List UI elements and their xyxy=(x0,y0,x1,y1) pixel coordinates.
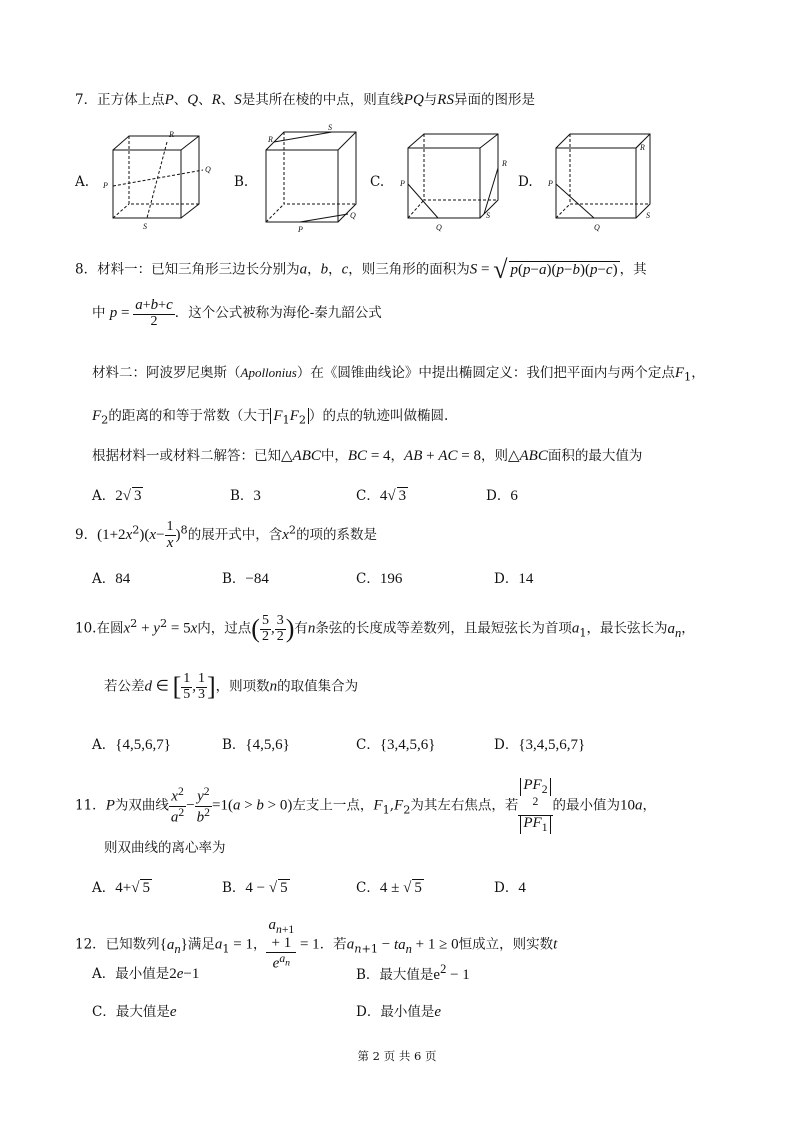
svg-text:R: R xyxy=(268,135,273,144)
q12-line1: 12．已知数列$\{a_n\}$满足$a_1 = 1$， $a_{n+1}$ + 1 $e^{a_n}$ = 1．若$a_{n+1} - ta_n + 1 \ge 0$恒成立，则实数t xyxy=(75,917,558,972)
q7-cube-a-figure xyxy=(95,128,220,233)
q10-line1: 10.在圆$x^2 + y^2 = 5x$内，过点( $\frac{5}{2}$ , $\frac{3}{2}$ )有n条弦的长度成等差数列，且最短弦长为首项$a_1$，最长弦长为$a_n$， xyxy=(75,613,695,644)
q8-option-b: B．3 xyxy=(230,488,261,504)
svg-text:S: S xyxy=(143,222,147,231)
q7-option-c-label: C. xyxy=(370,174,385,190)
q8-line2: 中 p = $\frac{a+b+c}{2}$ ．这个公式被称为海伦-秦九韶公式 xyxy=(92,297,382,329)
svg-text:P: P xyxy=(400,179,405,188)
q12-option-b: B．最大值是$e^2 - 1$ xyxy=(356,962,470,983)
q11-option-d: D．4 xyxy=(494,880,526,896)
svg-text:S: S xyxy=(646,211,650,220)
q7-cube-d-figure xyxy=(546,126,666,234)
q11-line1: 11．P为双曲线 $\frac{x^2}{a^2}$ − $\frac{y^2}{b^2}$ =1(a > b > 0)左支上一点，$F_1,F_2$为其左右焦点，若 $PF_2$ $^2$ $PF_1$ 的最小值为10a， xyxy=(75,777,657,835)
q7-stem: 7．正方体上点P、Q、R、S是其所在棱的中点，则直线PQ与RS异面的图形是 xyxy=(75,92,535,108)
q8-line3: 材料二：阿波罗尼奥斯（Apollonius）在《圆锥曲线论》中提出椭圆定义：我们把平面内与两个定点$F_1$， xyxy=(92,365,705,384)
q12-option-a: A．最小值是2e−1 xyxy=(92,966,200,982)
svg-text:R: R xyxy=(640,143,645,152)
q7-cube-c-figure xyxy=(398,126,513,234)
q11-option-c: C．4 ± √ 5 xyxy=(356,880,422,896)
q8-line1: 8．材料一：已知三角形三边长分别为a，b，c，则三角形的面积为S = √ p(p−a)(p−b)(p−c) ，其 xyxy=(75,255,647,284)
svg-text:P: P xyxy=(298,225,303,234)
q10-option-a: A．{4,5,6,7} xyxy=(92,737,171,753)
q9-option-c: C．196 xyxy=(356,571,403,587)
q8-line5: 根据材料一或材料二解答：已知△ABC中，BC = 4，AB + AC = 8，则△ABC面积的最大值为 xyxy=(92,448,643,464)
svg-text:Q: Q xyxy=(594,223,600,232)
q9-option-d: D．14 xyxy=(494,571,534,587)
svg-text:S: S xyxy=(486,211,490,220)
svg-text:R: R xyxy=(502,159,507,168)
q10-line2: 若公差d ∈ [ $\frac{1}{5}$ , $\frac{1}{3}$ ]，则项数n的取值集合为 xyxy=(104,671,359,702)
q9-option-a: A．84 xyxy=(92,571,131,587)
svg-text:Q: Q xyxy=(350,211,356,220)
q7-option-b-label: B. xyxy=(234,174,249,190)
svg-text:S: S xyxy=(328,123,332,132)
q7-cube-b-figure xyxy=(256,122,371,234)
q8-option-d: D．6 xyxy=(486,488,518,504)
svg-text:Q: Q xyxy=(436,223,442,232)
q9-stem: 9．$(1+2x^2)(x-$ $\frac{1}{x}$ )$^8$的展开式中，含$x^2$的项的系数是 xyxy=(75,519,378,551)
q7-option-a-label: A. xyxy=(75,174,90,190)
page-footer: 第 2 页 共 6 页 xyxy=(357,1049,437,1063)
q8-option-a: A．2√ 3 xyxy=(92,488,142,504)
q11-line2: 则双曲线的离心率为 xyxy=(104,840,226,856)
q10-option-d: D．{3,4,5,6,7} xyxy=(494,737,586,753)
q9-option-b: B．−84 xyxy=(222,571,269,587)
q12-option-c: C．最大值是e xyxy=(92,1004,177,1020)
q10-option-b: B．{4,5,6} xyxy=(222,737,290,753)
q10-option-c: C．{3,4,5,6} xyxy=(356,737,436,753)
svg-text:Q: Q xyxy=(205,165,211,174)
q11-option-a: A．4+√ 5 xyxy=(92,880,150,896)
q11-option-b: B．4 − √ 5 xyxy=(222,880,288,896)
q8-option-c: C．4√ 3 xyxy=(356,488,407,504)
q12-option-d: D．最小值是e xyxy=(356,1004,441,1020)
svg-text:P: P xyxy=(103,181,108,190)
q7-option-d-label: D. xyxy=(518,174,533,190)
svg-text:R: R xyxy=(169,130,174,139)
svg-text:P: P xyxy=(548,179,553,188)
q8-line4: $F_2$的距离的和等于常数（大于 $F_1F_2$ ）的点的轨迹叫做椭圆. xyxy=(92,408,449,427)
